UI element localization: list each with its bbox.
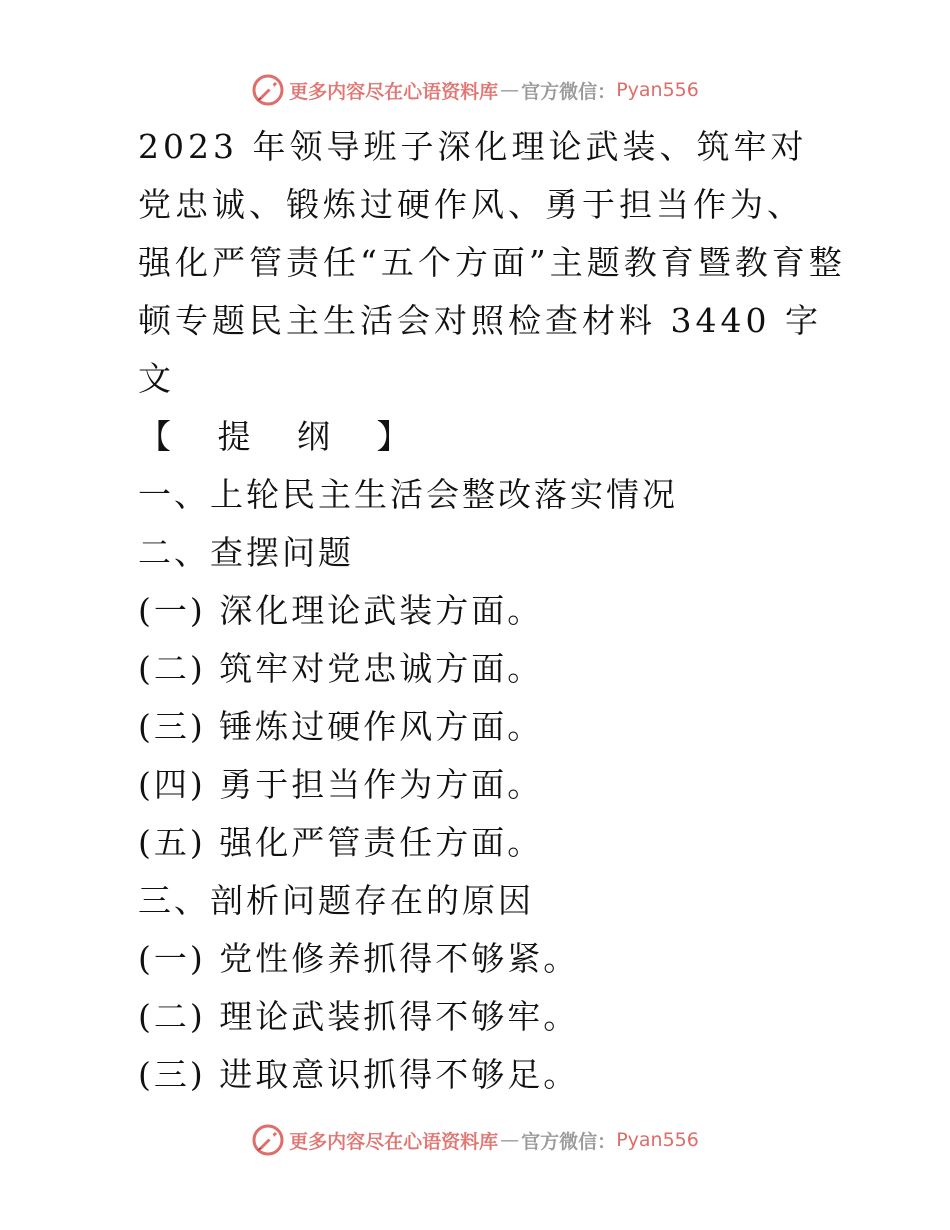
outline-item: (一) 党性修养抓得不够紧。	[138, 939, 580, 978]
outline-item: 一、上轮民主生活会整改落实情况	[138, 475, 678, 514]
outline-item: (二) 筑牢对党忠诚方面。	[138, 649, 544, 688]
banner-separator: —	[500, 79, 520, 101]
outline-item: (三) 锤炼过硬作风方面。	[138, 707, 544, 746]
outline-heading: 【 提 纲 】	[138, 417, 428, 456]
banner-main-text: 更多内容尽在心语资料库	[289, 80, 499, 103]
banner-wechat-id: Pyan556	[616, 79, 699, 101]
quill-ribbon-logo-icon	[251, 73, 285, 107]
title-line-5: 文	[138, 359, 175, 398]
document-body	[138, 118, 846, 1104]
header-banner	[0, 70, 950, 110]
banner-sub-text: 官方微信：	[521, 1130, 617, 1153]
title-line-3: 强化严管责任“五个方面”主题教育暨教育整	[138, 243, 846, 282]
footer-banner	[0, 1120, 950, 1160]
banner-main-text: 更多内容尽在心语资料库	[289, 1130, 499, 1153]
quill-ribbon-logo-icon	[251, 1123, 285, 1157]
banner-separator: —	[500, 1129, 520, 1151]
banner-wechat-id: Pyan556	[616, 1129, 699, 1151]
title-line-2: 党忠诚、锻炼过硬作风、勇于担当作为、	[138, 185, 804, 224]
outline-item: (一) 深化理论武装方面。	[138, 591, 544, 630]
title-line-4: 顿专题民主生活会对照检查材料 3440 字	[138, 301, 822, 340]
outline-item: 三、剖析问题存在的原因	[138, 881, 534, 920]
outline-item: (三) 进取意识抓得不够足。	[138, 1055, 580, 1094]
outline-item: 二、查摆问题	[138, 533, 354, 572]
outline-item: (二) 理论武装抓得不够牢。	[138, 997, 580, 1036]
title-line-1: 2023 年领导班子深化理论武装、筑牢对	[138, 127, 808, 166]
banner-sub-text: 官方微信：	[521, 80, 617, 103]
outline-item: (五) 强化严管责任方面。	[138, 823, 544, 862]
outline-item: (四) 勇于担当作为方面。	[138, 765, 544, 804]
